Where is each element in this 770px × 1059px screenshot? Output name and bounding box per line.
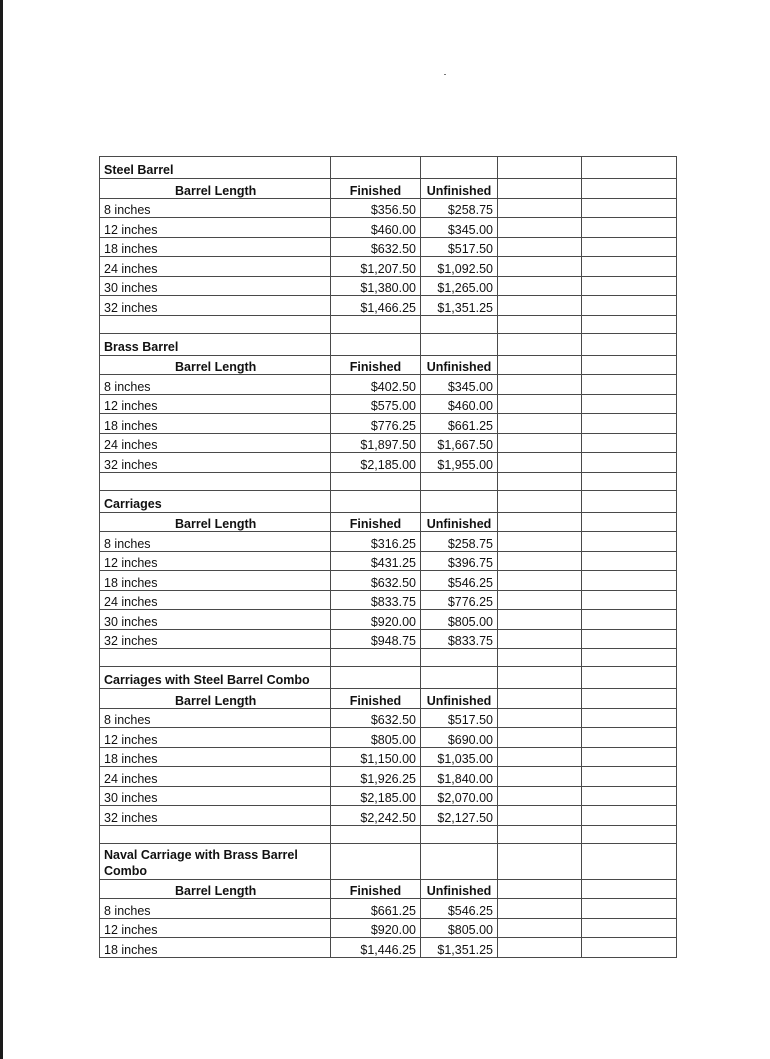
unfinished-price-cell: $805.00 (421, 918, 498, 938)
empty-cell (582, 918, 677, 938)
empty-cell (582, 296, 677, 316)
column-header-row (100, 355, 677, 375)
finished-price-cell: $920.00 (331, 610, 421, 630)
unfinished-price-cell: $517.50 (421, 708, 498, 728)
empty-cell (498, 806, 582, 826)
table-row (100, 414, 677, 434)
empty-cell (582, 708, 677, 728)
unfinished-price-cell: $1,092.50 (421, 257, 498, 277)
column-header-row (100, 179, 677, 199)
unfinished-price-cell: $1,667.50 (421, 433, 498, 453)
barrel-length-cell: 8 inches (100, 198, 331, 218)
empty-cell (421, 333, 498, 355)
finished-price-cell: $356.50 (331, 198, 421, 218)
empty-cell (498, 825, 582, 843)
unfinished-price-cell: $258.75 (421, 198, 498, 218)
barrel-length-cell: 30 inches (100, 786, 331, 806)
empty-cell (331, 667, 421, 689)
empty-cell (582, 157, 677, 179)
empty-cell (582, 551, 677, 571)
table-row (100, 786, 677, 806)
empty-cell (582, 571, 677, 591)
table-row (100, 629, 677, 649)
table-row (100, 218, 677, 238)
finished-price-cell: $948.75 (331, 629, 421, 649)
scan-speck (444, 74, 446, 75)
section-title: Carriages (100, 490, 331, 512)
empty-cell (331, 649, 421, 667)
empty-cell (582, 276, 677, 296)
empty-cell (498, 179, 582, 199)
empty-cell (498, 453, 582, 473)
finished-price-cell: $2,242.50 (331, 806, 421, 826)
section-title-row (100, 157, 677, 179)
empty-cell (582, 843, 677, 879)
finished-price-cell: $2,185.00 (331, 786, 421, 806)
unfinished-header: Unfinished (421, 179, 498, 199)
table-row (100, 276, 677, 296)
barrel-length-cell: 18 inches (100, 571, 331, 591)
finished-price-cell: $805.00 (331, 728, 421, 748)
empty-cell (582, 728, 677, 748)
empty-cell (331, 472, 421, 490)
table-row (100, 938, 677, 958)
unfinished-price-cell: $345.00 (421, 375, 498, 395)
barrel-length-cell: 8 inches (100, 708, 331, 728)
barrel-length-cell: 24 inches (100, 257, 331, 277)
unfinished-price-cell: $2,070.00 (421, 786, 498, 806)
section-title-row (100, 490, 677, 512)
empty-cell (582, 629, 677, 649)
finished-price-cell: $1,150.00 (331, 747, 421, 767)
empty-cell (582, 747, 677, 767)
finished-header: Finished (331, 355, 421, 375)
section-title: Steel Barrel (100, 157, 331, 179)
finished-price-cell: $1,466.25 (331, 296, 421, 316)
empty-cell (498, 490, 582, 512)
barrel-length-cell: 18 inches (100, 414, 331, 434)
unfinished-price-cell: $1,351.25 (421, 938, 498, 958)
finished-header: Finished (331, 512, 421, 532)
spacer-row (100, 649, 677, 667)
empty-cell (498, 571, 582, 591)
unfinished-price-cell: $258.75 (421, 532, 498, 552)
barrel-length-cell: 32 inches (100, 629, 331, 649)
unfinished-price-cell: $661.25 (421, 414, 498, 434)
empty-cell (582, 825, 677, 843)
empty-cell (421, 649, 498, 667)
empty-cell (498, 333, 582, 355)
barrel-length-cell: 30 inches (100, 276, 331, 296)
finished-price-cell: $632.50 (331, 571, 421, 591)
empty-cell (582, 472, 677, 490)
finished-price-cell: $2,185.00 (331, 453, 421, 473)
table-row (100, 551, 677, 571)
finished-price-cell: $632.50 (331, 237, 421, 257)
spacer-row (100, 825, 677, 843)
section-title: Carriages with Steel Barrel Combo (100, 667, 331, 689)
empty-cell (498, 512, 582, 532)
unfinished-price-cell: $690.00 (421, 728, 498, 748)
table-row (100, 296, 677, 316)
empty-cell (582, 375, 677, 395)
empty-cell (498, 708, 582, 728)
unfinished-price-cell: $460.00 (421, 394, 498, 414)
barrel-length-header: Barrel Length (100, 689, 331, 709)
table-row (100, 899, 677, 919)
column-header-row (100, 879, 677, 899)
table-row (100, 532, 677, 552)
empty-cell (582, 394, 677, 414)
empty-cell (421, 825, 498, 843)
empty-cell (582, 667, 677, 689)
section-title: Naval Carriage with Brass Barrel Combo (100, 843, 331, 879)
empty-cell (582, 333, 677, 355)
finished-price-cell: $833.75 (331, 590, 421, 610)
section-title-row (100, 333, 677, 355)
table-row (100, 610, 677, 630)
empty-cell (582, 610, 677, 630)
empty-cell (582, 218, 677, 238)
unfinished-header: Unfinished (421, 512, 498, 532)
finished-price-cell: $661.25 (331, 899, 421, 919)
empty-cell (498, 472, 582, 490)
barrel-length-cell: 12 inches (100, 394, 331, 414)
empty-cell (498, 610, 582, 630)
table-row (100, 257, 677, 277)
empty-cell (331, 843, 421, 879)
unfinished-price-cell: $776.25 (421, 590, 498, 610)
empty-cell (582, 689, 677, 709)
barrel-length-cell: 8 inches (100, 532, 331, 552)
empty-cell (498, 629, 582, 649)
empty-cell (498, 276, 582, 296)
table-row (100, 747, 677, 767)
column-header-row (100, 689, 677, 709)
empty-cell (498, 938, 582, 958)
empty-cell (498, 649, 582, 667)
barrel-length-cell: 18 inches (100, 237, 331, 257)
table-row (100, 237, 677, 257)
finished-price-cell: $1,207.50 (331, 257, 421, 277)
finished-price-cell: $402.50 (331, 375, 421, 395)
empty-cell (498, 296, 582, 316)
price-table-body (100, 157, 677, 958)
empty-cell (331, 825, 421, 843)
empty-cell (582, 938, 677, 958)
empty-cell (331, 490, 421, 512)
unfinished-price-cell: $2,127.50 (421, 806, 498, 826)
empty-cell (498, 843, 582, 879)
empty-cell (582, 590, 677, 610)
empty-cell (498, 590, 582, 610)
table-row (100, 590, 677, 610)
finished-header: Finished (331, 879, 421, 899)
empty-cell (582, 767, 677, 787)
table-row (100, 433, 677, 453)
barrel-length-cell: 24 inches (100, 767, 331, 787)
barrel-length-cell: 30 inches (100, 610, 331, 630)
barrel-length-cell: 12 inches (100, 218, 331, 238)
empty-cell (100, 315, 331, 333)
empty-cell (498, 767, 582, 787)
barrel-length-cell: 8 inches (100, 899, 331, 919)
unfinished-price-cell: $805.00 (421, 610, 498, 630)
finished-price-cell: $1,926.25 (331, 767, 421, 787)
barrel-length-header: Barrel Length (100, 179, 331, 199)
section-title-row (100, 843, 677, 879)
empty-cell (498, 355, 582, 375)
empty-cell (582, 532, 677, 552)
empty-cell (498, 315, 582, 333)
table-row (100, 728, 677, 748)
empty-cell (421, 843, 498, 879)
spacer-row (100, 315, 677, 333)
empty-cell (582, 786, 677, 806)
section-title: Brass Barrel (100, 333, 331, 355)
barrel-length-header: Barrel Length (100, 879, 331, 899)
barrel-length-cell: 24 inches (100, 433, 331, 453)
barrel-length-header: Barrel Length (100, 512, 331, 532)
table-row (100, 453, 677, 473)
empty-cell (498, 747, 582, 767)
empty-cell (100, 472, 331, 490)
empty-cell (582, 649, 677, 667)
finished-price-cell: $632.50 (331, 708, 421, 728)
unfinished-price-cell: $396.75 (421, 551, 498, 571)
price-table (99, 156, 677, 958)
unfinished-price-cell: $546.25 (421, 571, 498, 591)
empty-cell (582, 899, 677, 919)
empty-cell (498, 394, 582, 414)
empty-cell (582, 453, 677, 473)
empty-cell (498, 375, 582, 395)
spacer-row (100, 472, 677, 490)
finished-price-cell: $575.00 (331, 394, 421, 414)
barrel-length-cell: 18 inches (100, 938, 331, 958)
barrel-length-cell: 12 inches (100, 551, 331, 571)
empty-cell (100, 825, 331, 843)
table-row (100, 198, 677, 218)
unfinished-header: Unfinished (421, 355, 498, 375)
finished-price-cell: $920.00 (331, 918, 421, 938)
empty-cell (498, 689, 582, 709)
empty-cell (498, 786, 582, 806)
empty-cell (421, 472, 498, 490)
empty-cell (331, 157, 421, 179)
unfinished-price-cell: $1,265.00 (421, 276, 498, 296)
empty-cell (582, 806, 677, 826)
empty-cell (331, 333, 421, 355)
section-title-row (100, 667, 677, 689)
empty-cell (582, 257, 677, 277)
empty-cell (498, 414, 582, 434)
empty-cell (331, 315, 421, 333)
empty-cell (582, 879, 677, 899)
finished-price-cell: $1,897.50 (331, 433, 421, 453)
finished-header: Finished (331, 179, 421, 199)
empty-cell (582, 512, 677, 532)
barrel-length-cell: 12 inches (100, 918, 331, 938)
empty-cell (582, 315, 677, 333)
finished-price-cell: $1,446.25 (331, 938, 421, 958)
table-row (100, 806, 677, 826)
empty-cell (582, 237, 677, 257)
barrel-length-cell: 32 inches (100, 296, 331, 316)
finished-header: Finished (331, 689, 421, 709)
barrel-length-header: Barrel Length (100, 355, 331, 375)
barrel-length-cell: 8 inches (100, 375, 331, 395)
barrel-length-cell: 12 inches (100, 728, 331, 748)
barrel-length-cell: 32 inches (100, 806, 331, 826)
unfinished-price-cell: $1,035.00 (421, 747, 498, 767)
finished-price-cell: $460.00 (331, 218, 421, 238)
empty-cell (421, 315, 498, 333)
empty-cell (421, 490, 498, 512)
table-row (100, 571, 677, 591)
empty-cell (421, 157, 498, 179)
unfinished-price-cell: $517.50 (421, 237, 498, 257)
unfinished-price-cell: $345.00 (421, 218, 498, 238)
finished-price-cell: $431.25 (331, 551, 421, 571)
barrel-length-cell: 32 inches (100, 453, 331, 473)
unfinished-price-cell: $1,840.00 (421, 767, 498, 787)
empty-cell (582, 414, 677, 434)
empty-cell (100, 649, 331, 667)
empty-cell (582, 179, 677, 199)
empty-cell (498, 433, 582, 453)
scan-edge (0, 0, 3, 1059)
unfinished-price-cell: $546.25 (421, 899, 498, 919)
table-row (100, 708, 677, 728)
table-row (100, 767, 677, 787)
empty-cell (498, 918, 582, 938)
empty-cell (498, 157, 582, 179)
empty-cell (582, 433, 677, 453)
column-header-row (100, 512, 677, 532)
empty-cell (498, 532, 582, 552)
empty-cell (498, 218, 582, 238)
empty-cell (421, 667, 498, 689)
barrel-length-cell: 24 inches (100, 590, 331, 610)
finished-price-cell: $776.25 (331, 414, 421, 434)
empty-cell (498, 899, 582, 919)
empty-cell (582, 490, 677, 512)
table-row (100, 375, 677, 395)
empty-cell (498, 879, 582, 899)
empty-cell (582, 355, 677, 375)
empty-cell (582, 198, 677, 218)
finished-price-cell: $316.25 (331, 532, 421, 552)
barrel-length-cell: 18 inches (100, 747, 331, 767)
empty-cell (498, 551, 582, 571)
finished-price-cell: $1,380.00 (331, 276, 421, 296)
table-row (100, 918, 677, 938)
unfinished-header: Unfinished (421, 689, 498, 709)
unfinished-price-cell: $1,955.00 (421, 453, 498, 473)
empty-cell (498, 667, 582, 689)
table-row (100, 394, 677, 414)
empty-cell (498, 237, 582, 257)
unfinished-price-cell: $1,351.25 (421, 296, 498, 316)
empty-cell (498, 728, 582, 748)
unfinished-header: Unfinished (421, 879, 498, 899)
unfinished-price-cell: $833.75 (421, 629, 498, 649)
empty-cell (498, 198, 582, 218)
empty-cell (498, 257, 582, 277)
